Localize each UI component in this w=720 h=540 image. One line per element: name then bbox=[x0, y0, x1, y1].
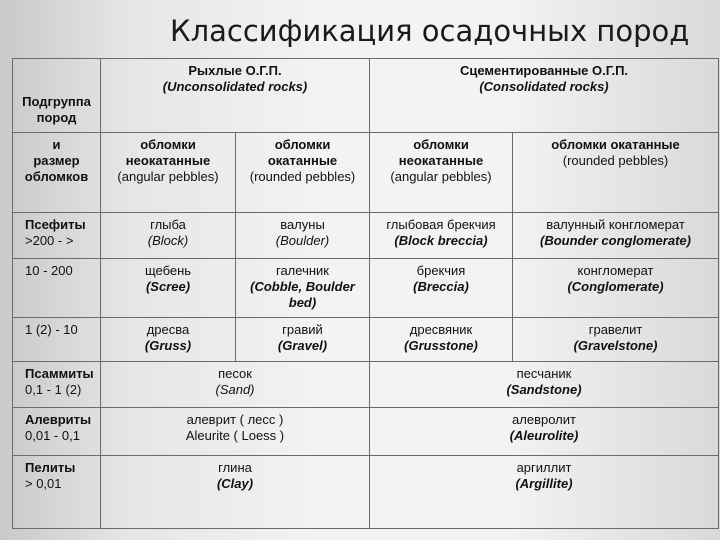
subheader-cemented-angular: обломки неокатанные (angular pebbles) bbox=[370, 133, 513, 213]
row-label: Алевриты 0,01 - 0,1 bbox=[13, 408, 101, 456]
row-label: Псефиты >200 - > bbox=[13, 213, 101, 259]
table-cell: глыба (Block) bbox=[101, 213, 236, 259]
table-cell: алевролит (Aleurolite) bbox=[370, 408, 719, 456]
page-title: Классификация осадочных пород bbox=[170, 14, 690, 48]
table-row bbox=[13, 456, 719, 529]
subheader-cemented-rounded: обломки окатанные (rounded pebbles) bbox=[513, 133, 719, 213]
subheader-row bbox=[13, 133, 719, 213]
table-row bbox=[13, 213, 719, 259]
subheader-loose-rounded: обломки окатанные (rounded pebbles) bbox=[236, 133, 370, 213]
table-cell: дресвяник (Grusstone) bbox=[370, 318, 513, 362]
table-cell: песок (Sand) bbox=[101, 362, 370, 408]
row-label: 10 - 200 bbox=[13, 259, 101, 318]
classification-table bbox=[12, 58, 719, 529]
header-cemented: Сцементированные О.Г.П. (Consolidated rocks) bbox=[370, 59, 719, 133]
table-cell: дресва (Gruss) bbox=[101, 318, 236, 362]
table-cell: галечник (Cobble, Boulder bed) bbox=[236, 259, 370, 318]
table-row bbox=[13, 408, 719, 456]
header-row bbox=[13, 59, 719, 133]
table-cell: конгломерат (Conglomerate) bbox=[513, 259, 719, 318]
row-label: Псаммиты 0,1 - 1 (2) bbox=[13, 362, 101, 408]
header-subgroup: Подгруппа пород bbox=[13, 59, 101, 133]
table-cell: валуны (Boulder) bbox=[236, 213, 370, 259]
table-cell: щебень (Scree) bbox=[101, 259, 236, 318]
table-cell: аргиллит (Argillite) bbox=[370, 456, 719, 529]
table-row bbox=[13, 362, 719, 408]
table-cell: алеврит ( лесс ) Aleurite ( Loess ) bbox=[101, 408, 370, 456]
row-label: 1 (2) - 10 bbox=[13, 318, 101, 362]
row-label: Пелиты > 0,01 bbox=[13, 456, 101, 529]
table-cell: глина (Clay) bbox=[101, 456, 370, 529]
table-row bbox=[13, 259, 719, 318]
header-loose: Рыхлые О.Г.П. (Unconsolidated rocks) bbox=[101, 59, 370, 133]
table-cell: валунный конгломерат (Bounder conglomerate) bbox=[513, 213, 719, 259]
subheader-loose-angular: обломки неокатанные (angular pebbles) bbox=[101, 133, 236, 213]
header-size: и размер обломков bbox=[13, 133, 101, 213]
table-cell: гравелит (Gravelstone) bbox=[513, 318, 719, 362]
table-row bbox=[13, 318, 719, 362]
table-cell: брекчия (Breccia) bbox=[370, 259, 513, 318]
table-cell: глыбовая брекчия (Block breccia) bbox=[370, 213, 513, 259]
table-cell: гравий (Gravel) bbox=[236, 318, 370, 362]
table-cell: песчаник (Sandstone) bbox=[370, 362, 719, 408]
